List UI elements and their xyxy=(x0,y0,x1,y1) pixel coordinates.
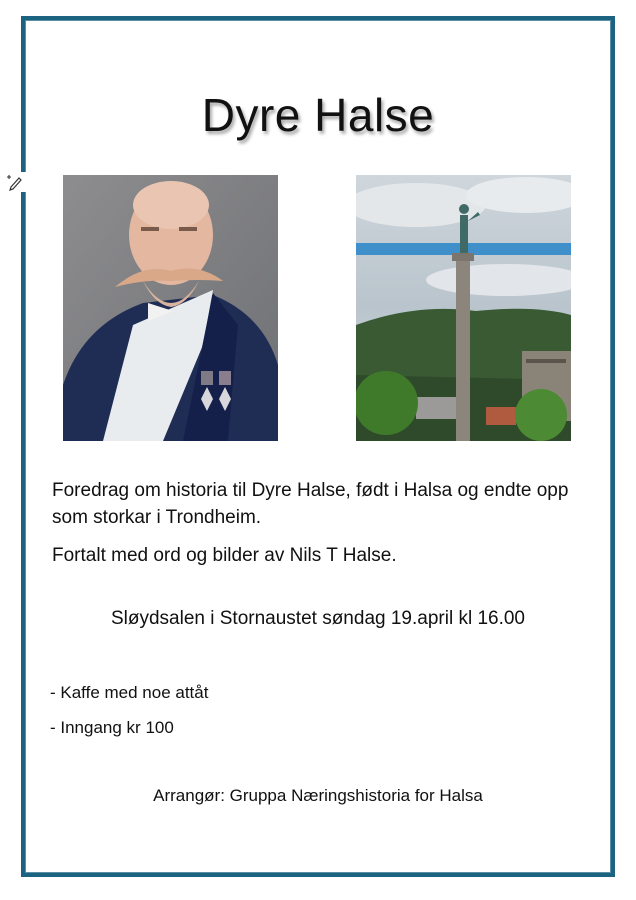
organizer-text: Arrangør: Gruppa Næringshistoria for Halsa xyxy=(153,786,483,805)
intro-paragraph: Foredrag om historia til Dyre Halse, født i Halsa og endte opp som storkar i Trondheim. xyxy=(52,480,569,528)
list-item: - Kaffe med noe attåt xyxy=(50,683,209,702)
portrait-photo xyxy=(63,175,278,441)
edit-pen-icon[interactable] xyxy=(5,172,27,192)
venue-text: Sløydsalen i Stornaustet søndag 19.april kl 16.00 xyxy=(110,608,525,629)
statue-photo xyxy=(356,175,571,441)
page-border xyxy=(21,16,615,877)
page-title: Dyre Halse xyxy=(201,89,435,141)
narrator-paragraph: Fortalt med ord og bilder av Nils T Halse. xyxy=(52,545,397,566)
list-item: - Inngang kr 100 xyxy=(50,718,174,737)
